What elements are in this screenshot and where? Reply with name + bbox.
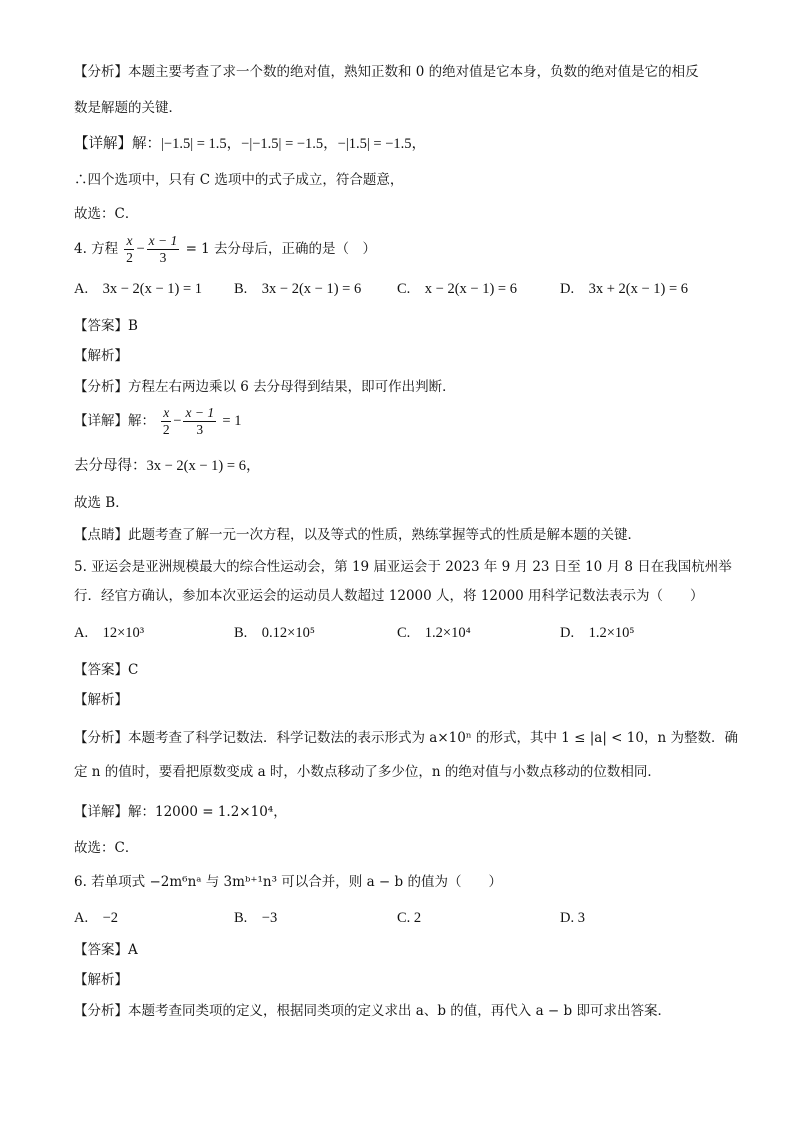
q6-option-a: A. −2 xyxy=(74,910,119,926)
q4-option-d: D. 3x + 2(x − 1) = 6 xyxy=(560,281,689,297)
q6-option-d: D. 3 xyxy=(560,910,585,926)
choice-text: 故选：C． xyxy=(74,206,139,222)
sol-frac1-den: 2 xyxy=(162,422,170,437)
q4-frac2-num: x − 1 xyxy=(148,233,178,248)
solution-fraction-2 xyxy=(183,405,216,438)
q5-option-c: C. 1.2×10⁴ xyxy=(397,625,471,641)
conclusion-text: ∴四个选项中，只有 C 选项中的式子成立，符合题意， xyxy=(74,172,404,188)
analysis-label: 【解析】 xyxy=(74,972,128,988)
analysis-label: 【解析】 xyxy=(74,348,128,364)
sol-frac1-num: x xyxy=(163,405,170,420)
q4-frac2-den: 3 xyxy=(159,250,167,265)
q5-option-b: B. 0.12×10⁵ xyxy=(234,625,315,641)
solution-line xyxy=(74,404,734,442)
sol-frac2-num: x − 1 xyxy=(185,405,215,420)
analysis-text-cont: 数是解题的关键． xyxy=(74,100,182,116)
question-4 xyxy=(74,232,734,268)
q6-options xyxy=(74,908,734,928)
choice-text: 故选：C． xyxy=(74,840,139,856)
analysis-text: 【分析】本题考查了科学记数法．科学记数法的表示形式为 a×10ⁿ 的形式，其中 1 ≤ |a| < 10，n 为整数．确 xyxy=(74,730,738,746)
q4-fraction-1 xyxy=(124,233,134,266)
q4-prefix: 4. 方程 xyxy=(74,241,119,257)
solution-text: 【详解】解：12000 = 1.2×10⁴， xyxy=(74,804,287,820)
q4-fraction-2 xyxy=(147,233,180,266)
sol-minus: − xyxy=(173,413,182,429)
q4-option-a: A. 3x − 2(x − 1) = 1 xyxy=(74,281,203,297)
question-5: 5. 亚运会是亚洲规模最大的综合性运动会，第 19 届亚运会于 2023 年 9 月 23 日至 10 月 8 日在我国杭州举 xyxy=(74,559,732,575)
solution-prefix: 【详解】解： xyxy=(74,413,155,429)
answer-label: 【答案】B xyxy=(74,318,138,334)
answer-label: 【答案】A xyxy=(74,942,138,958)
analysis-text: 【分析】本题考查同类项的定义，根据同类项的定义求出 a、b 的值，再代入 a − b 即可求出答案． xyxy=(74,1003,671,1019)
sol-frac2-den: 3 xyxy=(196,422,204,437)
q4-frac1-den: 2 xyxy=(126,250,133,265)
q5-option-d: D. 1.2×10⁵ xyxy=(560,625,635,641)
solution-fraction-1 xyxy=(161,405,171,438)
q6-option-c: C. 2 xyxy=(397,910,422,926)
q5-options xyxy=(74,623,734,643)
solution-suffix: = 1 xyxy=(222,413,242,429)
q4-option-b: B. 3x − 2(x − 1) = 6 xyxy=(234,281,362,297)
answer-label: 【答案】C xyxy=(74,662,139,678)
q4-suffix: = 1 去分母后，正确的是（ ） xyxy=(185,241,377,257)
choice-text: 故选 B． xyxy=(74,495,129,511)
step-text: 去分母得：3x − 2(x − 1) = 6， xyxy=(74,458,261,474)
q4-options xyxy=(74,279,734,299)
q5-option-a: A. 12×10³ xyxy=(74,625,145,641)
solution-text: 【详解】解：|−1.5| = 1.5，−|−1.5| = −1.5，−|1.5| = −1.5， xyxy=(74,136,427,152)
analysis-text: 【分析】方程左右两边乘以 6 去分母得到结果，即可作出判断． xyxy=(74,379,456,395)
question-5-cont: 行．经官方确认，参加本次亚运会的运动员人数超过 12000 人，将 12000 用科学记数法表示为（ ） xyxy=(74,588,704,604)
analysis-text: 【分析】本题主要考查了求一个数的绝对值，熟知正数和 0 的绝对值是它本身，负数的绝对值是它的相反 xyxy=(74,64,699,80)
q4-minus: − xyxy=(136,241,145,257)
q4-option-c: C. x − 2(x − 1) = 6 xyxy=(397,281,517,297)
q4-frac1-num: x xyxy=(126,233,133,248)
analysis-label: 【解析】 xyxy=(74,692,128,708)
question-6: 6. 若单项式 −2m⁶nᵃ 与 3mᵇ⁺¹n³ 可以合并，则 a − b 的值为（ ） xyxy=(74,874,502,890)
note-text: 【点睛】此题考查了解一元一次方程，以及等式的性质，熟练掌握等式的性质是解本题的关键． xyxy=(74,527,641,543)
q6-option-b: B. −3 xyxy=(234,910,278,926)
analysis-text-cont: 定 n 的值时，要看把原数变成 a 时，小数点移动了多少位，n 的绝对值与小数点移动的位数相同． xyxy=(74,764,661,780)
